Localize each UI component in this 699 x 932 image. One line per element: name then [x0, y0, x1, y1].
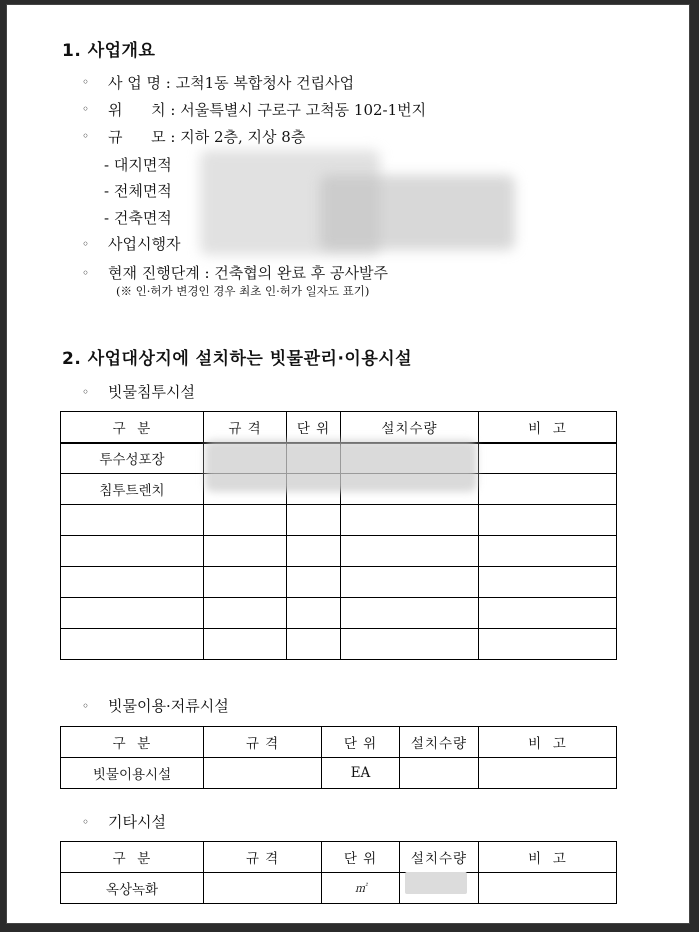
bullet: ◦ [82, 815, 90, 829]
bullet: ◦ [82, 699, 90, 713]
separator: : [170, 128, 176, 146]
col-spec: 규 격 [204, 727, 322, 758]
cell [479, 536, 617, 567]
storage-table [60, 726, 617, 789]
stage-text: 현재 진행단계 : 건축협의 완료 후 공사발주 [108, 264, 388, 282]
bullet: ◦ [82, 102, 90, 116]
scale-value: 지하 2층, 지상 8층 [180, 128, 306, 146]
table-row [61, 598, 617, 629]
building-area-label: - 건축면적 [104, 209, 172, 227]
cell [287, 505, 341, 536]
table-row [61, 567, 617, 598]
storage-heading: 빗물이용·저류시설 [108, 697, 229, 715]
cell [61, 629, 204, 660]
col-category: 구 분 [61, 727, 204, 758]
location-row [108, 99, 426, 120]
cell [204, 873, 322, 904]
redacted-area [320, 175, 515, 250]
scale-label: 규 모 [108, 128, 166, 146]
separator: : [170, 101, 176, 119]
bullet: ◦ [82, 237, 90, 251]
other-heading: 기타시설 [108, 813, 166, 831]
cell: 침투트렌치 [61, 474, 204, 505]
col-spec: 규 격 [204, 412, 287, 443]
bullet: ◦ [82, 385, 90, 399]
redacted-area [405, 872, 467, 894]
cell [61, 536, 204, 567]
cell: 투수성포장 [61, 443, 204, 474]
cell [287, 629, 341, 660]
section-1-title: 1. 사업개요 [62, 41, 156, 61]
project-name-row [108, 72, 354, 93]
site-area-label: - 대지면적 [104, 156, 172, 174]
cell [204, 536, 287, 567]
cell [204, 629, 287, 660]
col-quantity: 설치수량 [341, 412, 479, 443]
cell [400, 758, 479, 789]
scale-row [108, 126, 305, 147]
cell [287, 536, 341, 567]
col-category: 구 분 [61, 842, 204, 873]
bullet: ◦ [82, 129, 90, 143]
table-row [61, 873, 617, 904]
cell [341, 567, 479, 598]
cell [61, 505, 204, 536]
operator-label: 사업시행자 [108, 235, 181, 253]
cell: EA [322, 758, 400, 789]
cell [479, 505, 617, 536]
cell [341, 505, 479, 536]
section-2-title: 2. 사업대상지에 설치하는 빗물관리·이용시설 [62, 349, 413, 369]
location-label: 위 치 [108, 101, 166, 119]
cell [61, 598, 204, 629]
cell [341, 629, 479, 660]
table-row [61, 505, 617, 536]
cell [204, 567, 287, 598]
separator: : [165, 74, 171, 92]
table-header-row [61, 842, 617, 873]
cell [479, 758, 617, 789]
col-spec: 규 격 [204, 842, 322, 873]
bullet: ◦ [82, 266, 90, 280]
col-unit: 단 위 [322, 727, 400, 758]
table-row [61, 758, 617, 789]
cell [479, 443, 617, 474]
col-quantity: 설치수량 [400, 842, 479, 873]
cell [479, 598, 617, 629]
cell [204, 758, 322, 789]
redacted-area [205, 440, 477, 492]
other-table [60, 841, 617, 904]
cell [479, 474, 617, 505]
location-value: 서울특별시 구로구 고척동 102-1번지 [180, 101, 427, 119]
bullet: ◦ [82, 75, 90, 89]
cell: ㎡ [322, 873, 400, 904]
table-row [61, 536, 617, 567]
col-unit: 단 위 [287, 412, 341, 443]
total-area-label: - 전체면적 [104, 182, 172, 200]
cell [204, 598, 287, 629]
cell [479, 873, 617, 904]
project-name-value: 고척1동 복합청사 건립사업 [175, 74, 355, 92]
col-remarks: 비 고 [479, 412, 617, 443]
cell: 빗물이용시설 [61, 758, 204, 789]
col-remarks: 비 고 [479, 842, 617, 873]
col-remarks: 비 고 [479, 727, 617, 758]
cell [287, 598, 341, 629]
cell: 옥상녹화 [61, 873, 204, 904]
col-unit: 단 위 [322, 842, 400, 873]
cell [287, 567, 341, 598]
cell [479, 567, 617, 598]
permit-note: (※ 인·허가 변경인 경우 최초 인·허가 일자도 표기) [116, 284, 370, 298]
col-quantity: 설치수량 [400, 727, 479, 758]
infiltration-heading: 빗물침투시설 [108, 383, 195, 401]
cell [341, 598, 479, 629]
table-header-row [61, 412, 617, 443]
project-name-label: 사 업 명 [108, 74, 162, 92]
cell [341, 536, 479, 567]
cell [479, 629, 617, 660]
cell [204, 505, 287, 536]
col-category: 구 분 [61, 412, 204, 443]
cell [61, 567, 204, 598]
table-row [61, 629, 617, 660]
table-header-row [61, 727, 617, 758]
